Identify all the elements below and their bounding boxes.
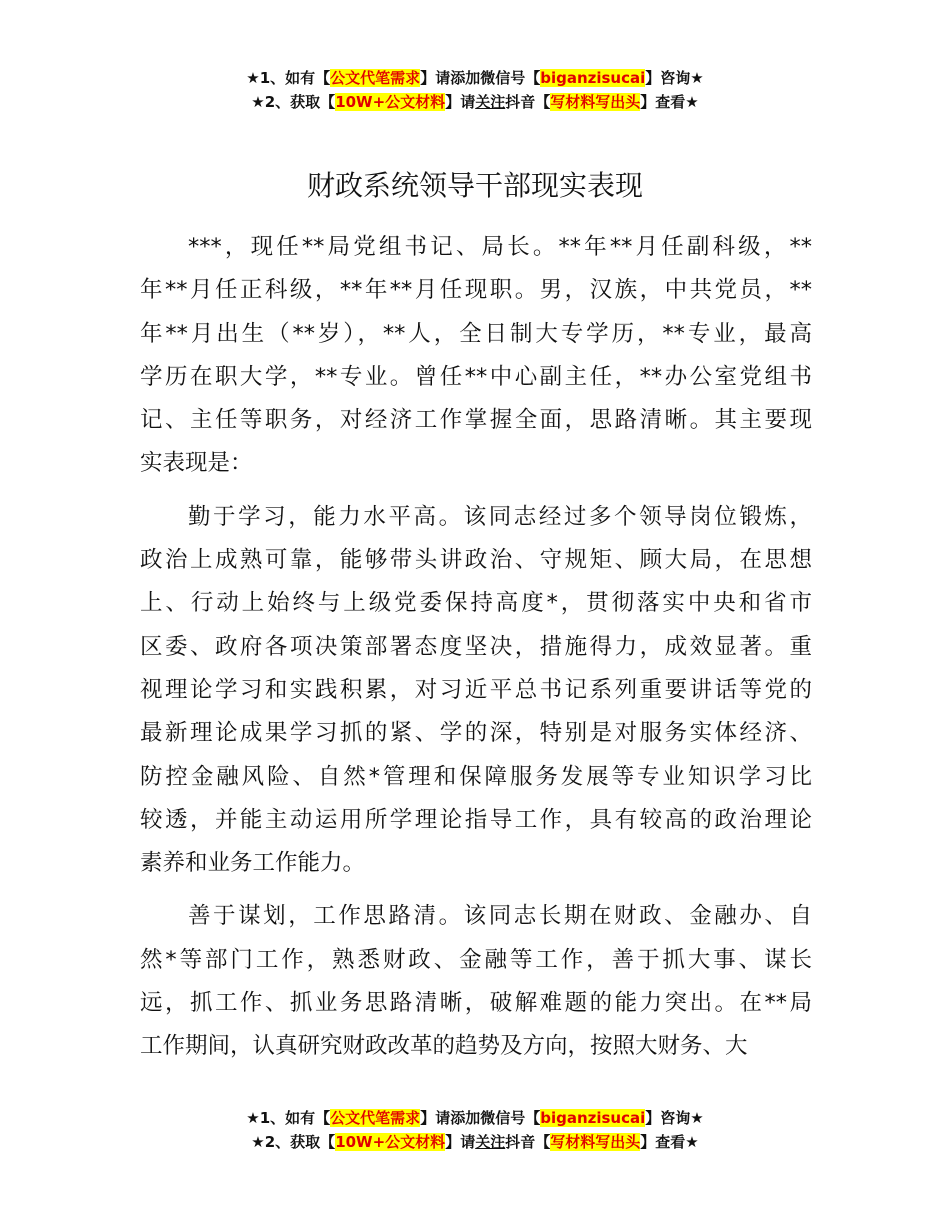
header-line-2 (0, 90, 950, 114)
paragraph-line: 上、行动上始终与上级党委保持高度*，贯彻落实中央和省市 (140, 590, 812, 617)
header-banner (0, 66, 950, 114)
header-line-2-middle-2: 抖音【 (505, 93, 551, 111)
paragraph-line: 较透，并能主动运用所学理论指导工作，具有较高的政治理论 (140, 806, 812, 833)
footer-line-2-suffix: 】查看★ (640, 1133, 699, 1151)
header-underlined-follow: 关注 (475, 93, 506, 111)
paragraph-line: 区委、政府各项决策部署态度坚决，措施得力，成效显著。重 (140, 633, 812, 660)
footer-highlight-douyin: 写材料写出头 (550, 1133, 641, 1151)
header-line-2-suffix: 】查看★ (640, 93, 699, 111)
footer-highlight-wechat: biganzisucai (540, 1109, 646, 1127)
paragraph-line: 政治上成熟可靠，能够带头讲政治、守规矩、顾大局，在思想 (140, 547, 812, 574)
paragraph-line: 然*等部门工作，熟悉财政、金融等工作，善于抓大事、谋长 (140, 946, 812, 973)
header-line-1-suffix: 】咨询★ (645, 69, 704, 87)
paragraph-line: 工作期间，认真研究财政改革的趋势及方向，按照大财务、大 (140, 1033, 748, 1060)
header-line-1-middle: 】请添加微信号【 (420, 69, 541, 87)
footer-banner (0, 1106, 950, 1154)
paragraph-line: ***，现任**局党组书记、局长。**年**月任副科级，** (188, 234, 812, 260)
footer-underlined-follow: 关注 (475, 1133, 506, 1151)
paragraph-line: 最新理论成果学习抓的紧、学的深，特别是对服务实体经济、 (140, 720, 812, 747)
paragraph-line: 勤于学习，能力水平高。该同志经过多个领导岗位锻炼， (188, 503, 812, 530)
paragraph-line: 实表现是： (140, 450, 253, 477)
paragraph-line: 年**月出生（**岁），**人，全日制大专学历，**专业，最高 (140, 320, 812, 347)
header-highlight-douyin: 写材料写出头 (550, 93, 641, 111)
footer-highlight-materials: 10W+公文材料 (335, 1133, 446, 1151)
paragraph-line: 学历在职大学，**专业。曾任**中心副主任，**办公室党组书 (140, 363, 812, 390)
header-highlight-materials: 10W+公文材料 (335, 93, 446, 111)
paragraph-line: 防控金融风险、自然*管理和保障服务发展等专业知识学习比 (140, 763, 812, 790)
paragraph-line: 素养和业务工作能力。 (140, 850, 366, 877)
paragraph-line: 视理论学习和实践积累，对习近平总书记系列重要讲话等党的 (140, 676, 812, 703)
paragraph (140, 226, 812, 486)
footer-line-2-middle-2: 抖音【 (505, 1133, 551, 1151)
paragraph-line: 善于谋划，工作思路清。该同志长期在财政、金融办、自 (188, 903, 812, 930)
paragraph-line: 记、主任等职务，对经济工作掌握全面，思路清晰。其主要现 (140, 407, 812, 434)
header-line-1 (0, 66, 950, 90)
footer-line-1-middle: 】请添加微信号【 (420, 1109, 541, 1127)
paragraph-line: 远，抓工作、抓业务思路清晰，破解难题的能力突出。在**局 (140, 990, 812, 1017)
paragraph (140, 895, 812, 1068)
footer-line-2-prefix: ★2、获取【 (251, 1133, 336, 1151)
header-line-2-middle: 】请 (445, 93, 476, 111)
footer-line-2 (0, 1130, 950, 1154)
document-body (140, 226, 812, 1079)
header-line-2-prefix: ★2、获取【 (251, 93, 336, 111)
footer-line-1-suffix: 】咨询★ (645, 1109, 704, 1127)
header-line-1-prefix: ★1、如有【 (246, 69, 331, 87)
document-title: 财政系统领导干部现实表现 (306, 169, 643, 202)
footer-line-1-prefix: ★1、如有【 (246, 1109, 331, 1127)
paragraph-line: 年**月任正科级，**年**月任现职。男，汉族，中共党员，** (140, 277, 812, 304)
footer-highlight-service: 公文代笔需求 (330, 1109, 421, 1127)
header-highlight-service: 公文代笔需求 (330, 69, 421, 87)
footer-line-2-middle: 】请 (445, 1133, 476, 1151)
paragraph (140, 496, 812, 886)
footer-line-1 (0, 1106, 950, 1130)
header-highlight-wechat: biganzisucai (540, 69, 646, 87)
